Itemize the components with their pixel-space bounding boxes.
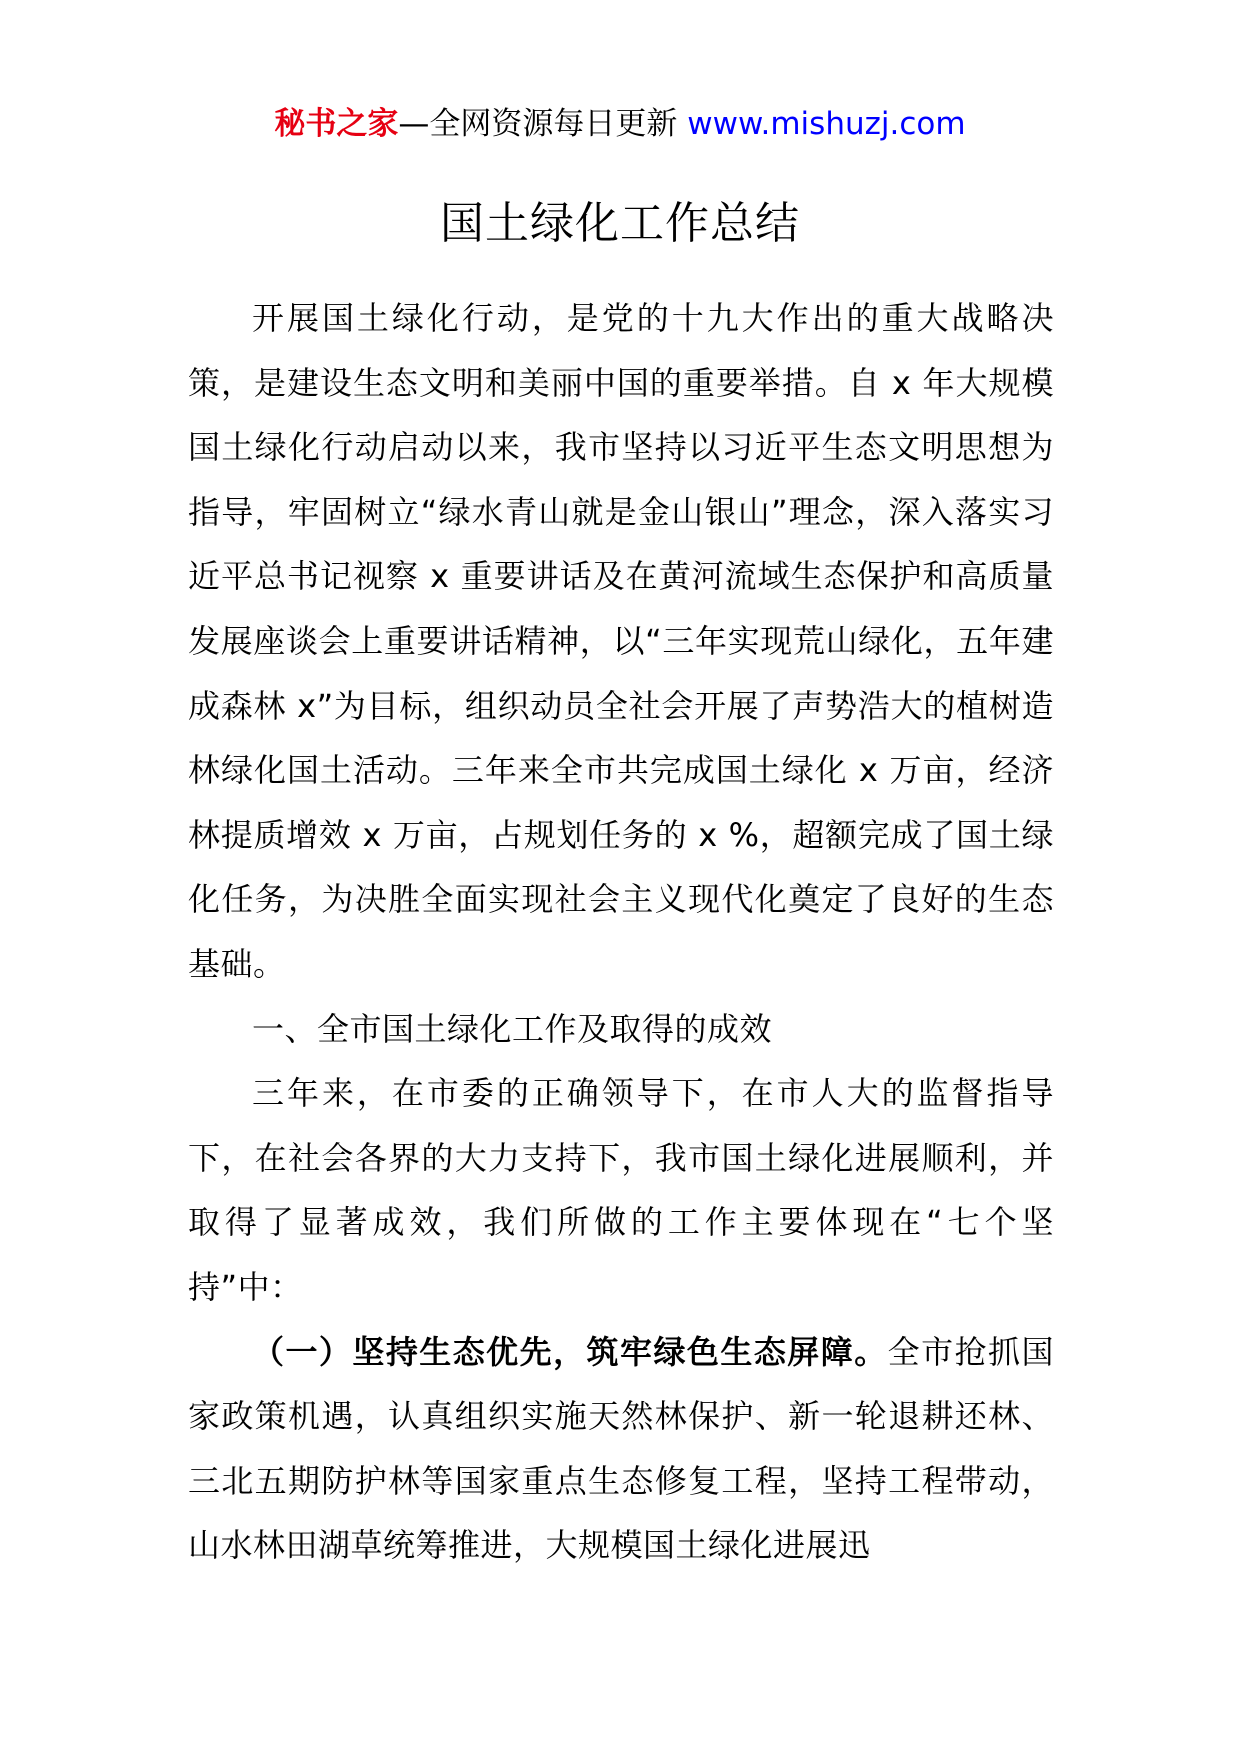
site-url-link[interactable]: www.mishuzj.com (687, 106, 966, 142)
intro-paragraph: 开展国土绿化行动，是党的十九大作出的重大战略决策，是建设生态文明和美丽中国的重要举措。自 x 年大规模国土绿化行动启动以来，我市坚持以习近平生态文明思想为指导，牢固树立“绿水青山就是金山银山”理念，深入落实习近平总书记视察 x 重要讲话及在黄河流域生态保护和高质量发展座谈会上重要讲话精神，以“三年实现荒山绿化，五年建成森林 x”为目标，组织动员全社会开展了声势浩大的植树造林绿化国土活动。三年来全市共完成国土绿化 x 万亩，经济林提质增效 x 万亩，占规划任务的 x %，超额完成了国土绿化任务，为决胜全面实现社会主义现代化奠定了良好的生态基础。 (188, 299, 1054, 983)
subsection-heading: （一）坚持生态优先，筑牢绿色生态屏障。 (252, 1332, 888, 1371)
site-brand: 秘书之家 (274, 106, 399, 142)
document-body (188, 286, 1054, 1578)
site-slogan: —全网资源每日更新 (398, 106, 688, 142)
section-heading: 一、全市国土绿化工作及取得的成效 (252, 1009, 773, 1048)
document-title: 国土绿化工作总结 (440, 198, 800, 249)
subsection-text: 全市抢抓国家政策机遇，认真组织实施天然林保护、新一轮退耕还林、三北五期防护林等国家重点生态修复工程，坚持工程带动，山水林田湖草统筹推进，大规模国土绿化进展迅 (188, 1332, 1054, 1565)
section-intro-paragraph: 三年来，在市委的正确领导下，在市人大的监督指导下，在社会各界的大力支持下，我市国土绿化进展顺利，并取得了显著成效，我们所做的工作主要体现在“七个坚持”中： (188, 1074, 1054, 1306)
subsection-paragraph (188, 1320, 1054, 1578)
site-header (0, 100, 1240, 148)
